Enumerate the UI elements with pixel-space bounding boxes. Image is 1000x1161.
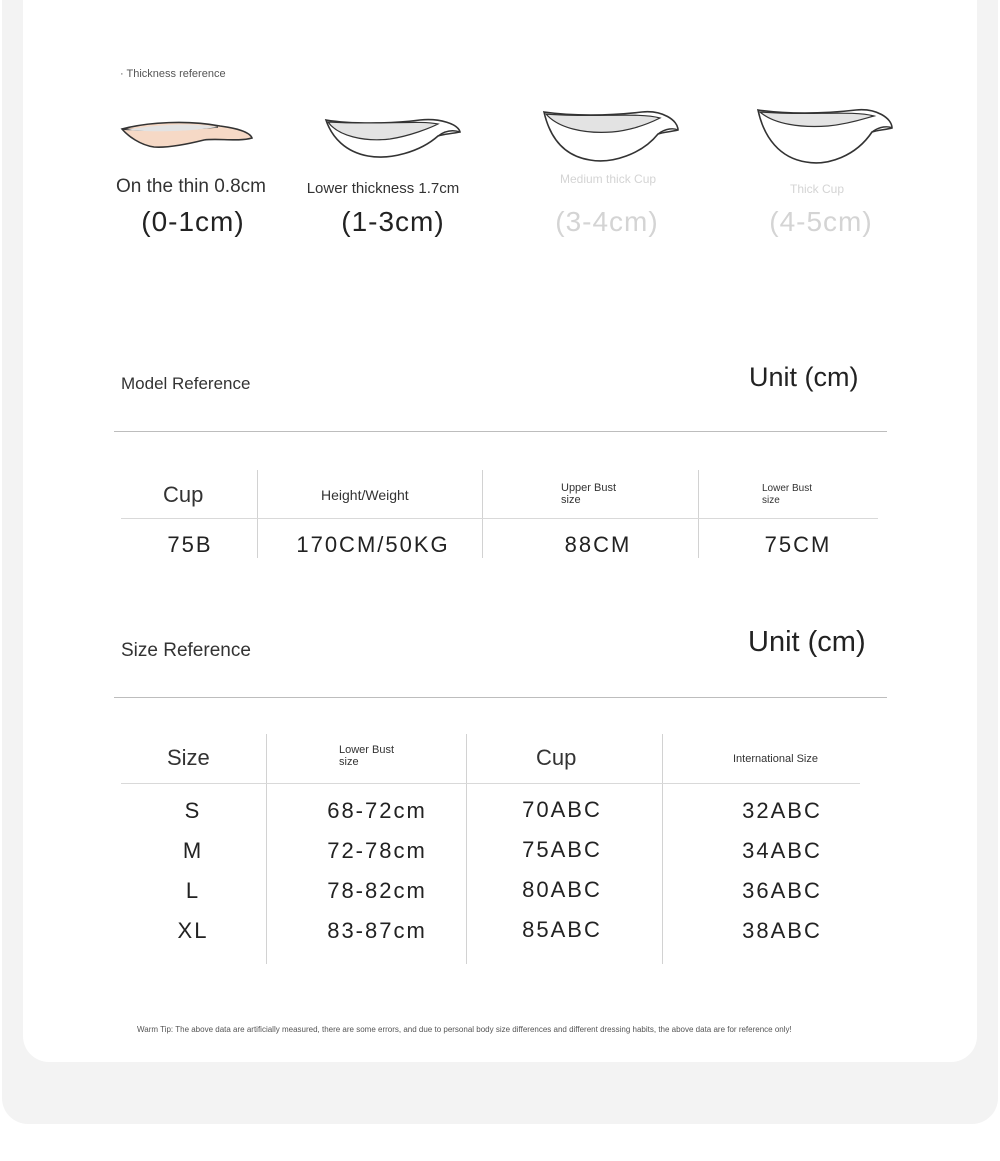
size-col-divider: [466, 734, 467, 964]
size-col-divider: [662, 734, 663, 964]
size-col-divider: [266, 734, 267, 964]
model-header-cup: Cup: [163, 482, 204, 507]
size-cell-size: M: [182, 838, 204, 863]
size-header-international: International Size: [733, 753, 818, 765]
thin-cup-icon: [118, 118, 258, 156]
size-cell-international: 38ABC: [742, 918, 822, 943]
model-cell-lower-bust: 75CM: [764, 532, 832, 557]
size-unit-label: Unit (cm): [748, 626, 866, 658]
model-divider: [114, 431, 887, 432]
model-col-divider: [257, 470, 258, 558]
size-cell-international: 32ABC: [742, 798, 822, 823]
model-header-height-weight: Height/Weight: [321, 487, 409, 503]
size-cell-size: XL: [177, 918, 209, 943]
size-cell-cup: 80ABC: [522, 877, 602, 902]
size-cell-size: L: [185, 878, 201, 903]
size-cell-cup: 70ABC: [522, 797, 602, 822]
size-cell-lower-bust: 78-82cm: [327, 878, 427, 903]
model-header-rule: [121, 518, 878, 519]
model-col-divider: [698, 470, 699, 558]
model-reference-title: Model Reference: [121, 374, 251, 393]
size-cell-cup: 85ABC: [522, 917, 602, 942]
model-cell-cup: 75B: [167, 532, 213, 557]
medium-thick-name: Medium thick Cup: [560, 172, 657, 186]
size-header-lower-bust: Lower Bust size: [339, 744, 395, 768]
size-divider: [114, 697, 887, 698]
size-cell-international: 34ABC: [742, 838, 822, 863]
lower-thickness-name: Lower thickness 1.7cm: [306, 180, 460, 197]
thin-cup-name: On the thin 0.8cm: [116, 176, 266, 197]
lower-thickness-cup-icon: [320, 112, 466, 162]
thick-cup-range: (4-5cm): [769, 206, 873, 237]
size-reference-title: Size Reference: [121, 640, 251, 661]
size-cell-international: 36ABC: [742, 878, 822, 903]
thin-cup-range: (0-1cm): [141, 206, 245, 237]
size-header-cup: Cup: [536, 745, 577, 770]
thick-cup-name: Thick Cup: [790, 182, 845, 196]
size-header-rule: [121, 783, 860, 784]
warm-tip-note: Warm Tip: The above data are artificially measured, there are some errors, and due to personal body size differences and different dressing habits, the above data are for reference only!: [137, 1025, 792, 1034]
size-cell-cup: 75ABC: [522, 837, 602, 862]
model-header-lower-bust: Lower Bust size: [762, 483, 813, 506]
thickness-heading: · Thickness reference: [120, 68, 226, 80]
size-cell-size: S: [184, 798, 202, 823]
model-col-divider: [482, 470, 483, 558]
model-header-upper-bust: Upper Bust size: [561, 482, 617, 506]
size-cell-lower-bust: 72-78cm: [327, 838, 427, 863]
medium-thick-range: (3-4cm): [555, 206, 659, 237]
model-unit-label: Unit (cm): [749, 362, 859, 392]
size-cell-lower-bust: 83-87cm: [327, 918, 427, 943]
lower-thickness-range: (1-3cm): [341, 206, 445, 237]
model-cell-upper-bust: 88CM: [564, 532, 632, 557]
model-cell-height-weight: 170CM/50KG: [296, 532, 450, 557]
size-header-size: Size: [167, 745, 210, 770]
thick-cup-icon: [752, 104, 898, 168]
size-cell-lower-bust: 68-72cm: [327, 798, 427, 823]
medium-thick-cup-icon: [538, 106, 684, 166]
